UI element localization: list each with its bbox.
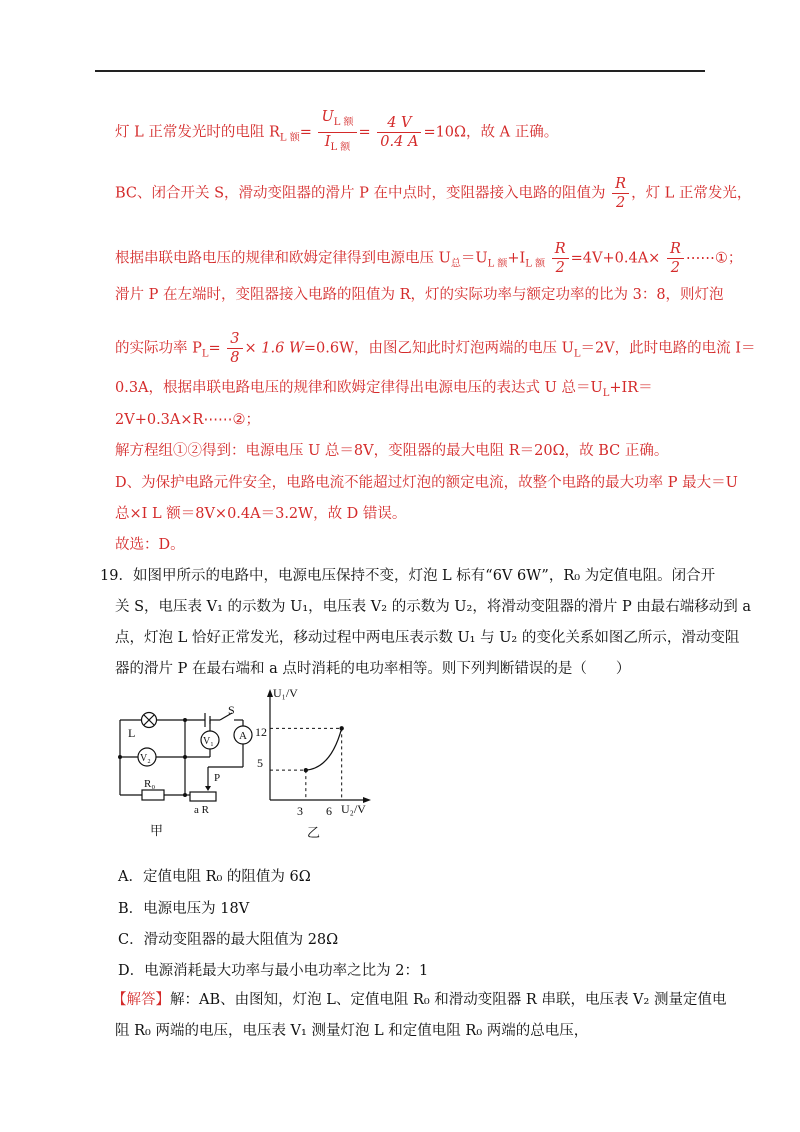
circuit-diagram: [110, 695, 255, 840]
text: 的实际功率 P: [115, 340, 202, 357]
data-point-6-12: [339, 726, 343, 730]
label-P: P: [214, 772, 221, 784]
xtick-3: 3: [297, 804, 303, 818]
text: ⋯⋯①；: [685, 250, 743, 267]
graph-ylabel: U₁/V: [273, 686, 298, 700]
text: BC、闭合开关 S，滑动变阻器的滑片 P 在中点时，变阻器接入电路的阻值为: [115, 185, 606, 202]
text: ＝2V，此时电路的电流 I＝: [580, 340, 756, 357]
label-L: L: [128, 726, 136, 740]
sub: L 额: [279, 132, 300, 144]
solution-line-8: 解方程组①②得到：电源电压 U 总＝8V，变阻器的最大电阻 R＝20Ω，故 BC 正确。: [115, 443, 669, 459]
text: 解：AB、由图知，灯泡 L、定值电阻 R₀ 和滑动变阻器 R 串联，电压表 V₂ 测量定值电: [170, 992, 727, 1008]
label-V2: V₂: [140, 753, 151, 764]
answer-tag: 【解答】: [112, 992, 170, 1008]
label-V1: V₁: [203, 736, 214, 747]
answer-line-1: [112, 990, 726, 1010]
solution-line-9: D、为保护电路元件安全，电路电流不能超过灯泡的额定电流，故整个电路的最大功率 P 最大＝U: [115, 475, 738, 491]
question-19-line-2: 关 S，电压表 V₁ 的示数为 U₁，电压表 V₂ 的示数为 U₂，将滑动变阻器的滑片 P 由最右端移动到 a: [115, 599, 752, 615]
fraction-r-2b: [552, 240, 569, 277]
solution-line-7: 2V+0.3A×R⋯⋯②；: [115, 412, 260, 428]
sub: L 额: [487, 258, 508, 270]
solution-line-5: [115, 330, 756, 367]
text: 灯 L 正常发光时的电阻 R: [115, 124, 280, 141]
question-19-line-1: 19．如图甲所示的电路中，电源电压保持不变，灯泡 L 标有“6V 6W”，R₀ 为定值电阻。闭合开: [100, 568, 716, 584]
text: =: [299, 124, 312, 141]
label-S: S: [228, 703, 235, 717]
question-19-line-3: 点，灯泡 L 恰好正常发光，移动过程中两电压表示数 U₁ 与 U₂ 的变化关系如图乙所示，滑动变阻: [115, 630, 740, 646]
frac-num: R: [612, 175, 629, 194]
frac-num: 4 V: [377, 114, 421, 133]
data-point-3-5: [304, 768, 308, 772]
text: × 1.6 W: [244, 340, 304, 357]
ytick-12: 12: [255, 725, 267, 739]
text: ＝U: [460, 250, 488, 267]
sub: L: [573, 348, 581, 360]
text: 根据串联电路电压的规律和欧姆定律得到电源电压 U: [115, 250, 451, 267]
xtick-6: 6: [326, 804, 332, 818]
text: ，灯 L 正常发光，: [631, 185, 752, 202]
text: =: [208, 340, 221, 357]
solution-line-4: 滑片 P 在左端时，变阻器接入电路的阻值为 R，灯的实际功率与额定功率的比为 3：8，则灯泡: [115, 287, 724, 303]
fraction-3-8: [227, 330, 242, 367]
frac-den: 2: [616, 195, 626, 211]
text: 0.3A，根据串联电路电压的规律和欧姆定律得出电源电压的表达式 U 总＝U: [115, 380, 603, 396]
frac-den: 2: [670, 260, 681, 276]
solution-line-1: 灯 L 正常发光时的电阻 $R_{L 额}=$ $\frac{U_{L 额}}{I_{L 额}}$ = $\frac{4 V}{0.4 A}$ =10Ω，故 A 正确。: [115, 108, 558, 157]
frac-num: R: [552, 240, 569, 259]
sub: L 额: [525, 258, 546, 270]
frac-num: 3: [227, 330, 242, 349]
answer-line-2: 阻 R₀ 两端的电压，电压表 V₁ 测量灯泡 L 和定值电阻 R₀ 两端的总电压，: [115, 1023, 589, 1039]
option-b[interactable]: B．电源电压为 18V: [118, 901, 250, 917]
text: =10Ω，故 A 正确。: [423, 124, 559, 141]
slider-arrow: [205, 786, 211, 791]
sub: 总: [450, 258, 461, 270]
series-curve: [306, 728, 342, 770]
solution-line-2: [115, 175, 751, 212]
label-R0: R₀: [144, 778, 156, 790]
solution-line-10: 总×I L 额＝8V×0.4A＝3.2W，故 D 错误。: [115, 506, 407, 522]
fraction-r-2c: [667, 240, 684, 277]
frac-den: I: [324, 133, 331, 150]
u1-u2-graph: [255, 685, 395, 845]
text: +IR＝: [609, 380, 653, 396]
sub: L: [602, 387, 610, 399]
frac-den: 8: [230, 350, 240, 366]
sub: L 额: [333, 116, 354, 128]
sub: L: [201, 348, 209, 360]
frac-num: R: [667, 240, 684, 259]
fraction-r-2: [612, 175, 629, 212]
header-rule: [95, 70, 705, 73]
text: =4V+0.4A×: [570, 250, 661, 267]
caption-jia: 甲: [150, 823, 164, 838]
label-A: A: [239, 730, 247, 742]
option-a[interactable]: A．定值电阻 R₀ 的阻值为 6Ω: [118, 869, 311, 885]
caption-yi: 乙: [307, 825, 321, 840]
graph-dynamic: [270, 726, 344, 800]
frac-den: 2: [555, 260, 565, 276]
solution-line-3: [115, 240, 742, 277]
frac-den: 0.4 A: [380, 133, 419, 150]
graph-xlabel: U₂/V: [341, 802, 366, 816]
ytick-5: 5: [257, 756, 263, 770]
fraction-ul-il: [318, 108, 356, 157]
question-19-line-4: 器的滑片 P 在最右端和 a 点时消耗的电功率相等。则下列判断错误的是（ ）: [115, 661, 631, 677]
fraction-4v-04a: [377, 114, 421, 151]
text: +I: [507, 250, 526, 267]
option-c[interactable]: C．滑动变阻器的最大阻值为 28Ω: [118, 932, 339, 948]
label-aR: a R: [194, 804, 209, 816]
text: =0.6W，由图乙知此时灯泡两端的电压 U: [303, 340, 574, 357]
solution-line-11: 故选：D。: [115, 537, 185, 553]
option-d[interactable]: D．电源消耗最大功率与最小电功率之比为 2：1: [118, 963, 429, 979]
frac-num: U: [321, 109, 334, 125]
solution-line-6: [115, 378, 653, 404]
sub: L 额: [330, 141, 351, 153]
